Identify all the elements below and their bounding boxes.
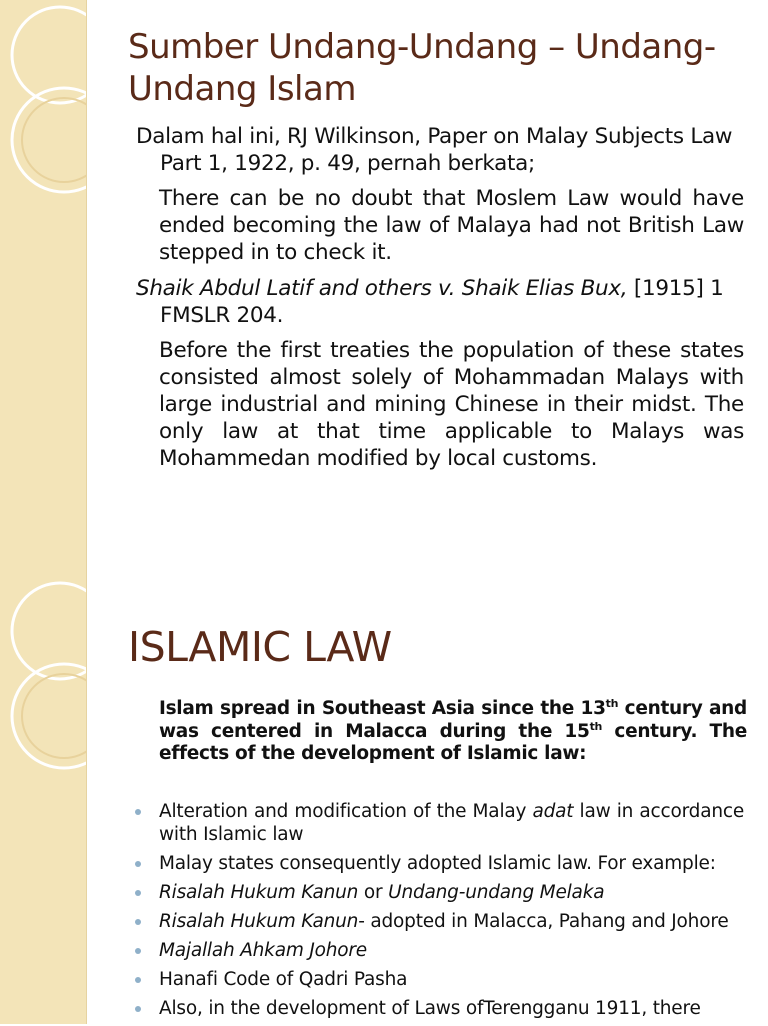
- bullet-icon: [135, 809, 141, 815]
- list-item-text: law in accordance with Islamic law: [159, 801, 745, 845]
- bullet-icon: [135, 948, 141, 954]
- quote-wilkinson: There can be no doubt that Moslem Law would have ended becoming the law of Malaya had not British Law stepped in to check it.: [159, 186, 744, 265]
- case-reference: [1915] 1 FMSLR 204.: [160, 276, 724, 328]
- case-citation: [136, 275, 746, 329]
- list-item-italic: Undang-undang Melaka: [388, 882, 605, 903]
- intro-text: Islam spread in Southeast Asia since the 13: [159, 698, 606, 719]
- list-item-text: Malay states consequently adopted Islamic law. For example:: [159, 853, 716, 874]
- list-item-text: - adopted in Malacca, Pahang and Johore: [358, 911, 729, 932]
- bullet-list: [0, 800, 768, 1026]
- ordinal-suffix: th: [589, 719, 603, 733]
- list-item: [0, 968, 768, 991]
- decorative-sidebar: [0, 0, 87, 576]
- case-name: Shaik Abdul Latif and others v. Shaik Elias Bux,: [136, 276, 628, 301]
- intro-paragraph: [159, 698, 747, 766]
- list-item: [0, 881, 768, 904]
- list-item: [0, 939, 768, 962]
- list-item: [0, 852, 768, 875]
- list-item: [0, 800, 768, 846]
- list-item-italic: Majallah Ahkam Johore: [159, 940, 367, 961]
- slide-title: Sumber Undang-Undang – Undang-Undang Islam: [128, 27, 716, 109]
- quote-case: Before the first treaties the population of these states consisted almost solely of Mohammadan Malays with large industrial and mining Chinese in their midst. The only law at that time applicable to Malays was Mohammedan modified by local customs.: [159, 338, 744, 471]
- list-item-text: Also, in the development of Laws ofTerengganu 1911, there: [159, 998, 701, 1019]
- list-item: [0, 910, 768, 933]
- bullet-icon: [135, 977, 141, 983]
- list-item-italic: adat: [532, 801, 574, 822]
- bullet-icon: [135, 1006, 141, 1012]
- list-item-italic: Risalah Hukum Kanun: [159, 882, 359, 903]
- list-item-italic: Risalah Hukum Kanun: [159, 911, 359, 932]
- ordinal-suffix: th: [605, 696, 619, 710]
- list-item-text: or: [358, 882, 389, 903]
- paragraph-wilkinson: Dalam hal ini, RJ Wilkinson, Paper on Malay Subjects Law Part 1, 1922, p. 49, pernah berkata;: [136, 124, 733, 176]
- decorative-rings-icon: [0, 0, 86, 576]
- intro-text: century. The effects of the development of Islamic law:: [159, 720, 747, 764]
- list-item: [0, 997, 768, 1020]
- list-item-text: Hanafi Code of Qadri Pasha: [159, 969, 408, 990]
- slide-title: ISLAMIC LAW: [128, 623, 392, 671]
- intro-text: century and was centered in Malacca during the 15: [159, 698, 747, 742]
- bullet-icon: [135, 890, 141, 896]
- list-item-text: Alteration and modification of the Malay: [159, 801, 533, 822]
- bullet-icon: [135, 919, 141, 925]
- bullet-icon: [135, 861, 141, 867]
